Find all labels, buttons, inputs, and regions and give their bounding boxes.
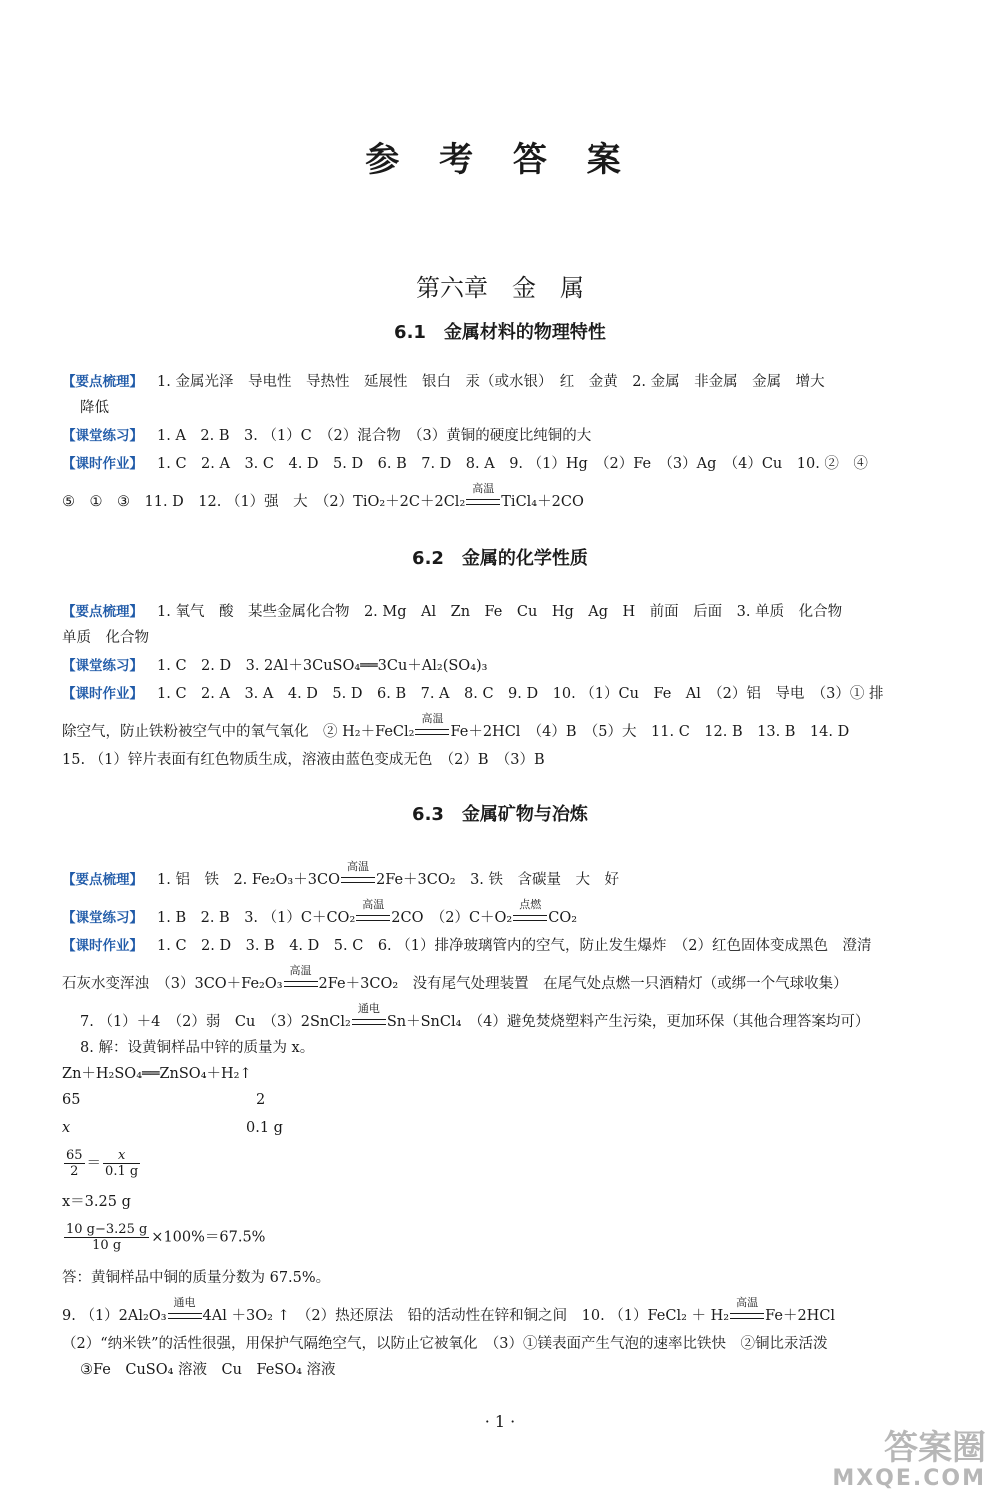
reaction-condition: 通电: [352, 1014, 386, 1030]
label-hw: 【课时作业】: [62, 456, 143, 472]
fraction: $\frac{10 g-3.25 g}{10 g}$: [66, 1222, 148, 1253]
label-points: 【要点梳理】: [62, 872, 143, 888]
page-number: · 1 ·: [484, 1412, 516, 1431]
chapter-title: 第六章 金 属: [416, 274, 584, 302]
label-class: 【课堂练习】: [62, 658, 143, 674]
s3-class: [62, 898, 578, 927]
watermark-sub: MXQE.COM: [832, 1466, 986, 1492]
s2-hw-text: 1. C 2. A 3. A 4. D 5. D 6. B 7. A 8. C 9. D 10. （1）Cu Fe Al （2）铝 导电 （3）① 排: [157, 686, 884, 702]
s1-points-text: 1. 金属光泽 导电性 导热性 延展性 银白 汞（或水银） 红 金黄 2. 金属 非金属 金属 增大: [157, 374, 825, 390]
reaction-condition: 高温: [415, 724, 449, 740]
s2-class-text: 1. C 2. D 3. 2Al＋3CuSO₄══3Cu＋Al₂(SO₄)₃: [157, 658, 488, 674]
s1-hw-cont-b: TiCl₄＋2CO: [501, 494, 584, 510]
page-title: 参 考 答 案: [365, 140, 635, 180]
fraction: $\frac{x}{0.1 g}$: [105, 1148, 139, 1179]
s3-q7: [80, 1002, 870, 1031]
s3-points-a: 1. 铝 铁 2. Fe₂O₃＋3CO: [157, 872, 340, 888]
label-hw: 【课时作业】: [62, 938, 143, 954]
s2-hw-cont-a: 除空气，防止铁粉被空气中的氧气氧化 ② H₂＋FeCl₂: [62, 724, 415, 740]
reaction-condition: 高温: [341, 872, 375, 888]
s1-class-text: 1. A 2. B 3. （1）C （2）混合物 （3）黄铜的硬度比纯铜的大: [157, 428, 592, 444]
reaction-condition: 高温: [466, 494, 500, 510]
s3-q9-a: 9. （1）2Al₂O₃: [62, 1308, 167, 1324]
label-class: 【课堂练习】: [62, 910, 143, 926]
s2-hw-cont: [62, 712, 850, 741]
s2-hw-cont-b: Fe＋2HCl （4）B （5）大 11. C 12. B 13. B 14. D: [450, 724, 850, 740]
s3-ratio-x: x: [62, 1120, 71, 1136]
s1-hw-text: 1. C 2. A 3. C 4. D 5. D 6. B 7. D 8. A 9. （1）Hg （2）Fe （3）Ag （4）Cu 10. ② ④: [157, 456, 868, 472]
s2-points: [62, 600, 842, 621]
site-watermark: [832, 1430, 986, 1492]
s1-class: [62, 424, 591, 445]
s2-points-text: 1. 氧气 酸 某些金属化合物 2. Mg Al Zn Fe Cu Hg Ag H 前面 后面 3. 单质 化合物: [157, 604, 843, 620]
reaction-condition: 通电: [168, 1308, 202, 1324]
s1-points-cont: 降低: [80, 400, 109, 416]
s1-points: [62, 370, 825, 391]
s3-points-b: 2Fe＋3CO₂ 3. 铁 含碳量 大 好: [375, 872, 620, 888]
section-title-6-2: 6.2 金属的化学性质: [412, 548, 588, 569]
fraction: $\frac{65}{2}$: [66, 1148, 83, 1179]
reaction-condition: 高温: [356, 910, 390, 926]
s2-class: [62, 654, 487, 675]
s3-hw-cont-a: 石灰水变浑浊 （3）3CO＋Fe₂O₃: [62, 976, 283, 992]
s3-hw: [62, 934, 871, 955]
s3-equation: Zn＋H₂SO₄══ZnSO₄＋H₂↑: [62, 1066, 252, 1082]
s1-hw-cont: [62, 482, 584, 511]
reaction-condition: 高温: [730, 1308, 764, 1324]
s3-proportion: $\frac{65}{2}$ ＝ $\frac{x}{0.1 g}$: [66, 1148, 139, 1179]
s3-class-a: 1. B 2. B 3. （1）C＋CO₂: [157, 910, 356, 926]
s3-ratio-01: 0.1 g: [246, 1120, 283, 1136]
s3-hw-cont: [62, 964, 848, 993]
s2-hw: [62, 682, 883, 703]
s3-ratio-2: 2: [256, 1092, 266, 1108]
s2-hw-cont2: 15. （1）锌片表面有红色物质生成，溶液由蓝色变成无色 （2）B （3）B: [62, 752, 545, 768]
s2-points-cont: 单质 化合物: [62, 630, 149, 646]
section-title-6-1: 6.1 金属材料的物理特性: [394, 322, 606, 343]
reaction-condition: 高温: [284, 976, 318, 992]
s3-points: [62, 860, 620, 889]
s3-class-c: CO₂: [548, 910, 578, 926]
s3-q8: 8. 解：设黄铜样品中锌的质量为 x。: [80, 1040, 315, 1056]
s3-q9-b: 4Al ＋3O₂ ↑ （2）热还原法 铅的活动性在锌和铜之间 10. （1）FeCl₂ ＋ H₂: [202, 1308, 730, 1324]
section-title-6-3: 6.3 金属矿物与冶炼: [412, 804, 588, 825]
reaction-condition: 点燃: [513, 910, 547, 926]
s3-q7-a: 7. （1）＋4 （2）弱 Cu （3）2SnCl₂: [80, 1014, 351, 1030]
watermark-main: 答案圈: [884, 1428, 986, 1468]
s3-q10-cont: （2）“纳米铁”的活性很强，用保护气隔绝空气，以防止它被氧化 （3）①镁表面产生气泡的速率比铁快 ②铜比汞活泼: [62, 1336, 828, 1352]
label-points: 【要点梳理】: [62, 374, 143, 390]
s3-percent-calc: $\frac{10 g-3.25 g}{10 g}$ ×100%＝67.5%: [66, 1222, 266, 1253]
s3-q7-b: Sn＋SnCl₄ （4）避免焚烧塑料产生污染，更加环保（其他合理答案均可）: [386, 1014, 870, 1030]
s3-hw-cont-b: 2Fe＋3CO₂ 没有尾气处理装置 在尾气处点燃一只酒精灯（或绑一个气球收集）: [318, 976, 848, 992]
s3-hw-text: 1. C 2. D 3. B 4. D 5. C 6. （1）排净玻璃管内的空气，防止发生爆炸 （2）红色固体变成黑色 澄清: [157, 938, 872, 954]
s3-answer: 答：黄铜样品中铜的质量分数为 67.5%。: [62, 1270, 331, 1286]
label-class: 【课堂练习】: [62, 428, 143, 444]
s1-hw: [62, 452, 868, 473]
s3-ratio-65: 65: [62, 1092, 81, 1108]
s3-q10-b: Fe＋2HCl: [765, 1308, 836, 1324]
s3-class-b: 2CO （2）C＋O₂: [391, 910, 513, 926]
s3-q10-cont2: ③Fe CuSO₄ 溶液 Cu FeSO₄ 溶液: [80, 1362, 336, 1378]
label-points: 【要点梳理】: [62, 604, 143, 620]
s1-hw-cont-a: ⑤ ① ③ 11. D 12. （1）强 大 （2）TiO₂＋2C＋2Cl₂: [62, 494, 466, 510]
s3-x-value: x＝3.25 g: [62, 1194, 131, 1210]
s3-q9: [62, 1296, 836, 1325]
label-hw: 【课时作业】: [62, 686, 143, 702]
